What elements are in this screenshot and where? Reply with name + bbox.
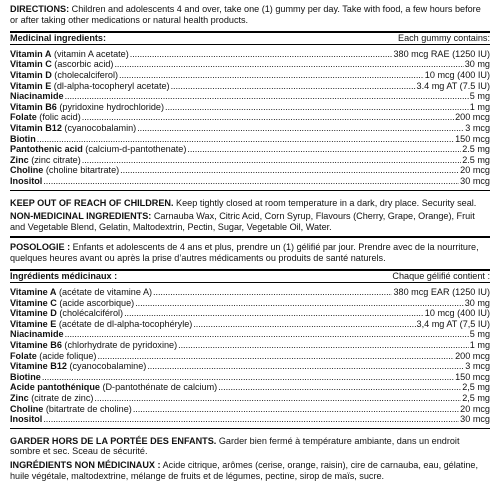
ingredient-row [10,329,490,340]
ingredient-source: (cholecalciferol) [51,69,118,80]
ingredient-name-cell [10,287,152,298]
ingredient-row [10,165,490,176]
ingredient-name-cell [10,112,81,123]
ingredient-amount: 1 mg [469,340,490,351]
ingredient-amount: 20 mcg [460,165,490,176]
ingredient-name: Niacinamide [10,91,64,102]
dot-leader [94,393,461,404]
ingredient-source: (calcium-d-pantothenate) [82,144,187,155]
dot-leader [135,298,464,309]
ingredient-name: Vitamine B12 [10,361,67,372]
ingredient-row [10,361,490,372]
ingredient-row [10,102,490,113]
ingredient-name: Folate [10,112,37,123]
posologie-paragraph [10,242,490,263]
ingredient-row [10,298,490,309]
directions-paragraph [10,4,490,25]
ingredient-row [10,308,490,319]
non-medicinal-text: Carnauba Wax, Citric Acid, Corn Syrup, Flavours (Cherry, Grape, Orange), Fruit and Vegetable Blend, Gelatin, Maltodextrin, Pectin, Sugar, Vegetable Oil, Water. [10,211,475,232]
ingredient-source: (D-pantothénate de calcium) [99,382,218,393]
ingredient-amount: 30 mg [464,297,490,308]
ingredient-row [10,49,490,60]
dot-leader [120,165,459,176]
non-medicinaux-paragraph [10,460,490,481]
ingredient-row [10,91,490,102]
ingredient-amount: 3 mcg [465,122,490,133]
directions-text: Children and adolescents 4 and over, take one (1) gummy per day. Take with food, a few hours before or after taking other medications or natural health products. [10,4,481,25]
ingredient-row [10,393,490,404]
medicinal-ingredients-heading: Medicinal ingredients: [10,33,107,44]
garder-label: GARDER HORS DE LA PORTÉE DES ENFANTS. [10,435,217,446]
ingredient-name: Zinc [10,393,29,403]
ingredient-row [10,81,490,92]
ingredient-row [10,176,490,187]
dot-leader [153,287,392,298]
medicinal-header-row-fr [10,271,490,282]
ingredient-amount: 5 mg [469,91,490,102]
ingredient-source: (ascorbic acid) [51,59,114,70]
garder-paragraph [10,436,490,457]
ingredient-name: Inositol [10,175,43,186]
ingredient-amount: 1 mg [469,101,490,112]
ingredient-name: Choline [10,165,44,176]
ingredient-name: Choline [10,403,44,414]
non-medicinal-label: NON-MEDICINAL INGREDIENTS: [10,211,152,222]
ingredient-name: Vitamin D [10,69,52,80]
warning-paragraph [10,198,490,209]
ingredient-source: (choline bitartrate) [43,165,120,176]
divider [10,44,490,45]
ingredient-amount: 380 mcg RAE (1250 IU) [393,48,490,59]
ingredient-amount: 380 mcg EAR (1250 IU) [393,287,490,298]
ingredient-name: Vitamin B6 [10,101,57,112]
dot-leader [65,329,469,340]
ingredient-name-cell [10,123,136,134]
ingredient-name: Vitamine E [10,318,57,329]
dot-leader [187,144,461,155]
dot-leader [42,372,454,383]
ingredient-name: Pantothenic acid [10,144,83,155]
ingredient-name: Folate [10,350,37,361]
dot-leader [43,176,459,187]
divider [10,428,490,429]
ingredient-amount: 150 mcg [455,371,490,382]
ingredient-name-cell [10,404,132,415]
dot-leader [130,49,393,60]
ingredient-name: Acide pantothénique [10,382,100,393]
dot-leader [82,155,461,166]
posologie-label: POSOLOGIE : [10,242,71,253]
per-gelifie-heading: Chaque gélifié contient : [392,271,490,282]
dot-leader [119,70,424,81]
ingredient-row [10,404,490,415]
ingredient-name: Vitamine C [10,297,57,308]
ingredient-name-cell [10,155,81,166]
ingredient-amount: 3.4 mg AT (7.5 IU) [416,80,490,91]
ingredient-name-cell [10,59,113,70]
ingredient-source: (chlorhydrate de pyridoxine) [61,340,178,351]
ingredient-row [10,340,490,351]
ingredient-name: Vitamine D [10,308,57,319]
non-medicinaux-label: INGRÉDIENTS NON MÉDICINAUX : [10,459,161,470]
ingredient-name-cell [10,298,134,309]
ingredient-name-cell [10,102,164,113]
ingredient-name-cell [10,414,42,425]
ingredient-row [10,59,490,70]
dot-leader [193,319,415,330]
ingredient-source: (citrate de zinc) [28,393,94,403]
ingredient-source: (acétate de vitamine A) [56,287,153,298]
ingredient-amount: 10 mcg (400 IU) [424,308,490,319]
ingredient-amount: 30 mg [464,59,490,70]
divider [10,282,490,283]
ingredient-amount: 10 mcg (400 IU) [424,69,490,80]
ingredient-amount: 5 mg [469,329,490,340]
dot-leader [114,59,463,70]
ingredient-row [10,134,490,145]
dot-leader [133,404,459,415]
ingredient-name-cell [10,134,36,145]
ingredient-source: (acide ascorbique) [56,297,135,308]
dot-leader [178,340,469,351]
dot-leader [37,134,454,145]
ingredient-source: (bitartrate de choline) [43,403,132,414]
ingredient-name-cell [10,393,93,404]
ingredient-name-cell [10,165,119,176]
garder-text: Garder bien fermé à température ambiante, dans un endroit sombre et sec. Sceau de sécurité. [10,435,460,457]
ingredient-row [10,70,490,81]
ingredient-row [10,319,490,330]
ingredient-name: Vitamin C [10,59,52,70]
ingredient-amount: 200 mcg [455,112,490,123]
ingredient-amount: 2,5 mg [462,382,490,393]
ingredients-medicinaux-heading: Ingrédients médicinaux : [10,271,118,282]
ingredient-amount: 3 mcg [465,361,490,372]
ingredient-name-cell [10,319,192,330]
ingredient-row [10,155,490,166]
ingredient-name-cell [10,372,41,383]
ingredient-name-cell [10,340,177,351]
dot-leader [218,382,461,393]
ingredient-amount: 150 mcg [455,133,490,144]
divider [10,236,490,238]
non-medicinaux-text: Acide citrique, arômes (cerise, orange, raisin), cire de carnauba, eau, gélatine, huile végétale, maltodextrine, mélange de fruits et de légumes, pectine, sirop de maïs, sucre. [10,459,478,481]
ingredient-amount: 30 mcg [460,414,490,425]
ingredient-name: Inositol [10,414,43,425]
ingredient-row [10,414,490,425]
dot-leader [171,81,416,92]
ingredient-name: Vitamine A [10,287,57,298]
ingredient-name: Zinc [10,154,29,165]
dot-leader [97,351,454,362]
ingredient-list-en [10,49,490,187]
ingredient-name-cell [10,144,186,155]
ingredient-name: Vitamin B12 [10,122,62,133]
ingredient-source: (dl-alpha-tocopheryl acetate) [51,80,170,91]
ingredient-name: Biotin [10,133,36,144]
ingredient-name-cell [10,176,42,187]
ingredient-row [10,112,490,123]
ingredient-name-cell [10,382,217,393]
medicinal-header-row [10,33,490,44]
warning-label: KEEP OUT OF REACH OF CHILDREN. [10,197,174,208]
ingredient-list-fr [10,287,490,425]
ingredient-name-cell [10,81,170,92]
ingredient-name: Vitamin E [10,80,52,91]
ingredient-amount: 2,5 mg [462,393,490,403]
dot-leader [124,308,424,319]
ingredient-name-cell [10,49,129,60]
dot-leader [82,112,454,123]
per-gummy-heading: Each gummy contains: [398,33,490,44]
dot-leader [137,123,464,134]
ingredient-amount: 3,4 mg AT (7,5 IU) [416,318,490,329]
ingredient-row [10,287,490,298]
ingredient-row [10,351,490,362]
ingredient-name-cell [10,329,64,340]
ingredient-row [10,123,490,134]
warning-text: Keep tightly closed at room temperature in a dark, dry place. Security seal. [173,197,477,208]
ingredient-source: (pyridoxine hydrochloride) [56,101,164,112]
ingredient-name: Biotine [10,371,41,382]
ingredient-amount: 2.5 mg [462,154,490,165]
non-medicinal-paragraph [10,211,490,232]
directions-label: DIRECTIONS: [10,4,70,14]
dot-leader [147,361,464,372]
ingredient-amount: 200 mcg [455,350,490,361]
ingredient-row [10,144,490,155]
posologie-text: Enfants et adolescents de 4 ans et plus, prendre un (1) gélifié par jour. Prendre avec de la nourriture, quelques heures avant ou après la prise d’autres médicaments ou produits de santé naturels. [10,242,479,263]
dot-leader [165,102,469,113]
ingredient-name: Niacinamide [10,329,64,340]
ingredient-amount: 2.5 mg [462,144,490,155]
ingredient-name-cell [10,308,123,319]
ingredient-source: (cyanocobalamine) [66,361,147,372]
divider [10,190,490,191]
dot-leader [65,91,469,102]
ingredient-name-cell [10,351,96,362]
ingredient-source: (zinc citrate) [28,154,81,165]
ingredient-source: (acide folique) [36,350,97,361]
ingredient-name: Vitamine B6 [10,340,62,351]
dot-leader [43,414,459,425]
ingredient-name-cell [10,70,118,81]
ingredient-row [10,382,490,393]
ingredient-source: (folic acid) [36,112,81,123]
ingredient-amount: 30 mcg [460,175,490,186]
ingredient-source: (vitamin A acetate) [51,48,129,59]
ingredient-source: (acétate de dl-alpha-tocophéryle) [56,318,193,329]
ingredient-source: (cholécalciférol) [56,308,124,319]
ingredient-name: Vitamin A [10,48,52,59]
ingredient-amount: 20 mcg [460,403,490,414]
ingredient-row [10,372,490,383]
ingredient-name-cell [10,91,64,102]
ingredient-source: (cyanocobalamin) [61,122,137,133]
ingredient-name-cell [10,361,146,372]
